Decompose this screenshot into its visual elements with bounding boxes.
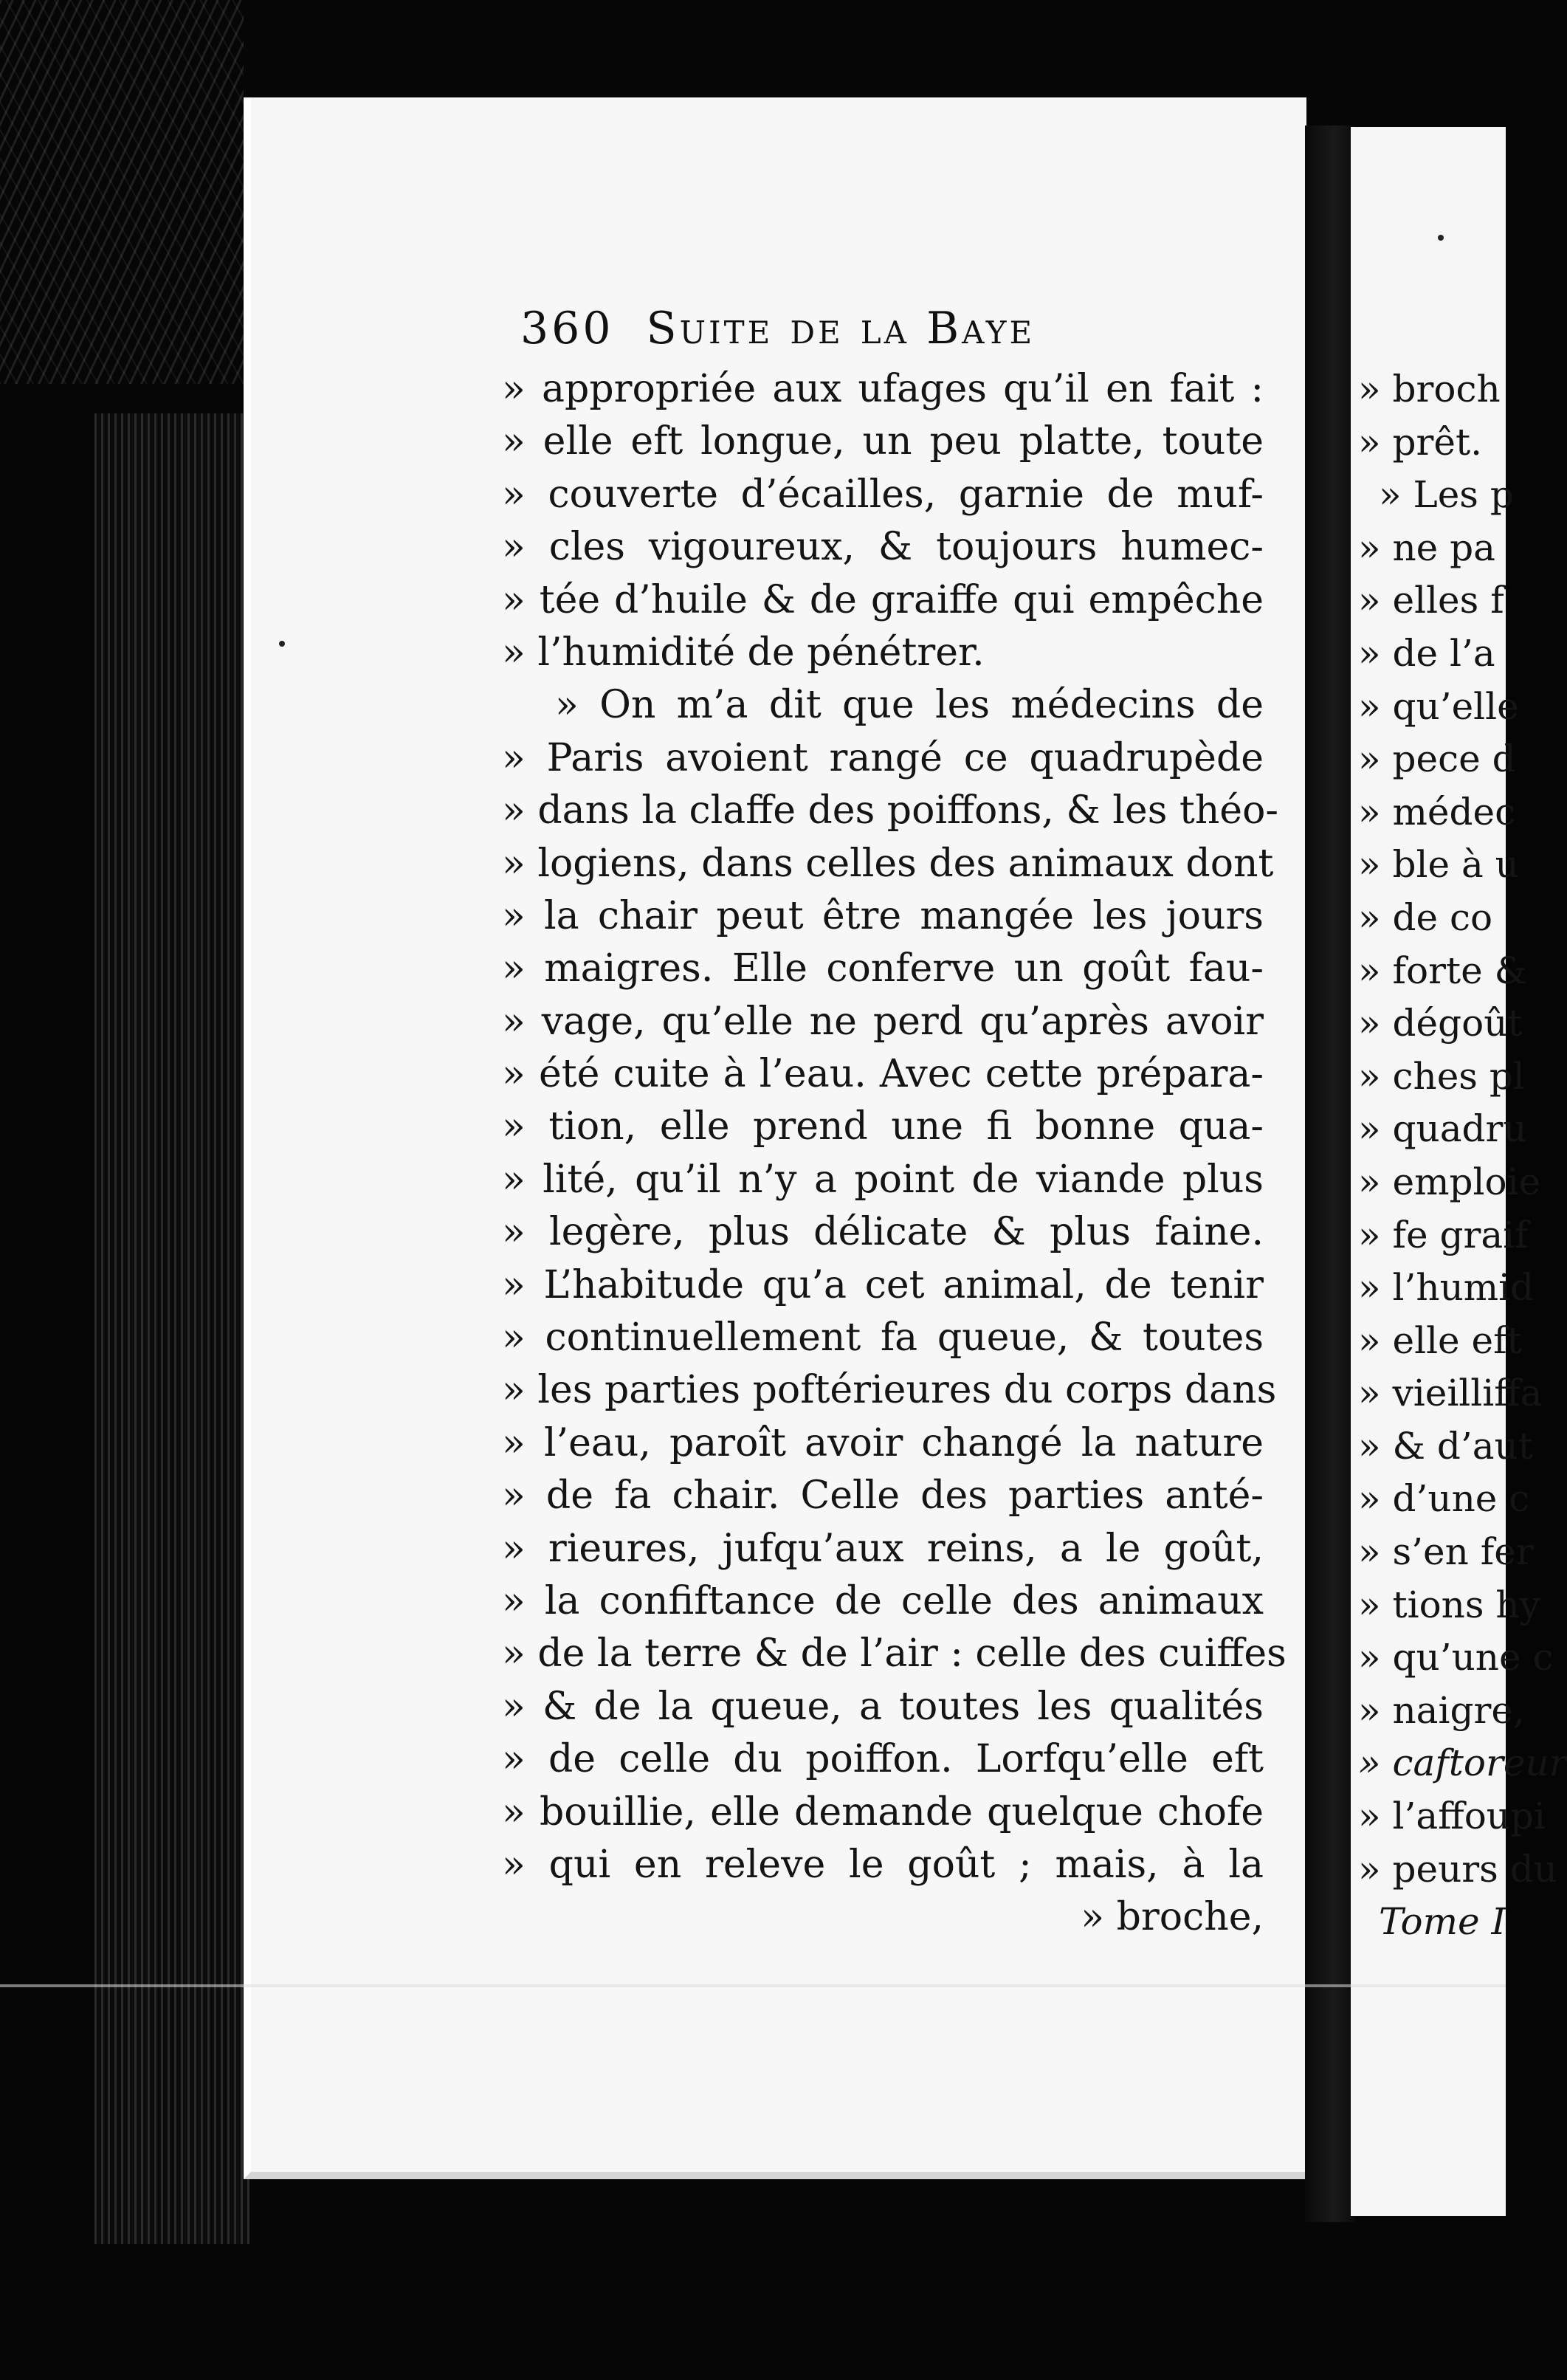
scan-artifact-line	[0, 1984, 1506, 1987]
text-line: » de celle du poiffon. Lorfqu’elle eft	[502, 1737, 1264, 1782]
text-line: » dégoût	[1358, 1002, 1523, 1045]
text-line: » ne pa	[1358, 526, 1495, 569]
text-line: » prêt.	[1358, 420, 1482, 464]
text-line: » forte &	[1358, 949, 1528, 992]
text-line: » broch	[1358, 368, 1501, 410]
text-line: » la chair peut être mangée les jours	[502, 893, 1264, 938]
text-line: » fe graif	[1358, 1213, 1529, 1256]
text-line: » quadru	[1358, 1107, 1527, 1151]
text-line: » rieures, jufqu’aux reins, a le goût,	[502, 1526, 1264, 1571]
text-line: » bouillie, elle demande quelque chofe	[502, 1789, 1264, 1834]
text-line: » de fa chair. Celle des parties anté-	[502, 1473, 1264, 1519]
text-line: » de la terre & de l’air : celle des cuiffes	[502, 1631, 1287, 1676]
scan-noise	[0, 0, 244, 384]
right-page-text	[1358, 363, 1567, 1949]
text-line: » Les p	[1379, 473, 1514, 517]
left-page-text	[502, 363, 1287, 1944]
text-line: » pece d	[1358, 737, 1516, 781]
text-line: » l’humidité de pénétrer.	[502, 630, 985, 675]
book-page-edges	[94, 413, 249, 2244]
text-line: » l’eau, paroît avoir changé la nature	[502, 1420, 1264, 1465]
text-line: » Paris avoient rangé ce quadrupède	[502, 735, 1264, 780]
text-line: » L’habitude qu’a cet animal, de tenir	[502, 1262, 1264, 1307]
text-line: » d’une c	[1358, 1477, 1530, 1521]
page-number: 360	[520, 303, 614, 354]
text-line: » continuellement fa queue, & toutes	[502, 1315, 1264, 1361]
text-line: » naigre,	[1358, 1688, 1525, 1732]
text-line: » qu’elle	[1358, 684, 1519, 728]
text-line: » couverte d’écailles, garnie de muf-	[502, 472, 1264, 517]
text-line: » qui en releve le goût ; mais, à la	[502, 1842, 1264, 1887]
running-head	[520, 303, 1258, 362]
text-line: » elle eft	[1358, 1318, 1522, 1362]
text-line: » tion, elle prend une fi bonne qua-	[502, 1104, 1264, 1149]
text-line: » emploie	[1358, 1160, 1541, 1203]
catchword: » broche,	[1081, 1895, 1264, 1940]
text-line: » legère, plus délicate & plus faine.	[502, 1210, 1264, 1255]
text-line: » tée d’huile & de graiffe qui empêche	[502, 577, 1264, 622]
signature-mark: Tome I	[1379, 1900, 1506, 1944]
text-line: » maigres. Elle conferve un goût fau-	[502, 946, 1264, 991]
text-line: » caftoreur	[1358, 1741, 1567, 1785]
text-line: » vieilliffa	[1358, 1372, 1543, 1415]
text-line: » elle eft longue, un peu platte, toute	[502, 419, 1264, 464]
text-line: » elles f	[1358, 579, 1504, 622]
text-line: » appropriée aux ufages qu’il en fait :	[502, 367, 1264, 411]
text-line: » l’affoupi	[1358, 1795, 1546, 1838]
text-line: » été cuite à l’eau. Avec cette prépara-	[502, 1052, 1264, 1097]
text-line: » ches pl	[1358, 1054, 1525, 1098]
text-line: » On m’a dit que les médecins de	[555, 683, 1264, 728]
text-line: » & de la queue, a toutes les qualités	[502, 1684, 1264, 1729]
running-title: Suite de la Baye	[646, 303, 1036, 354]
text-line: » de l’a	[1358, 631, 1495, 675]
ink-speck	[1438, 235, 1444, 241]
book-gutter	[1305, 125, 1355, 2222]
text-line: » les parties poftérieures du corps dans	[502, 1368, 1277, 1413]
text-line: » la confiftance de celle des animaux	[502, 1578, 1264, 1623]
text-line: » cles vigoureux, & toujours humec-	[502, 525, 1264, 570]
ink-speck	[279, 641, 285, 647]
text-line: » dans la claffe des poiffons, & les théo-	[502, 788, 1278, 833]
text-line: » médec	[1358, 790, 1516, 833]
text-line: » ble à u	[1358, 843, 1519, 887]
text-line: » peurs du	[1358, 1847, 1557, 1891]
text-line: » qu’une c	[1358, 1636, 1554, 1679]
text-line: » logiens, dans celles des animaux dont	[502, 841, 1274, 886]
text-line: » lité, qu’il n’y a point de viande plus	[502, 1157, 1264, 1202]
text-line: » de co	[1358, 895, 1493, 939]
text-line: » s’en fer	[1358, 1530, 1534, 1574]
text-line: » vage, qu’elle ne perd qu’après avoir	[502, 999, 1264, 1044]
text-line: » l’humid	[1358, 1266, 1535, 1310]
text-line: » & d’aut	[1358, 1424, 1533, 1468]
text-line: » tions hy	[1358, 1583, 1540, 1626]
